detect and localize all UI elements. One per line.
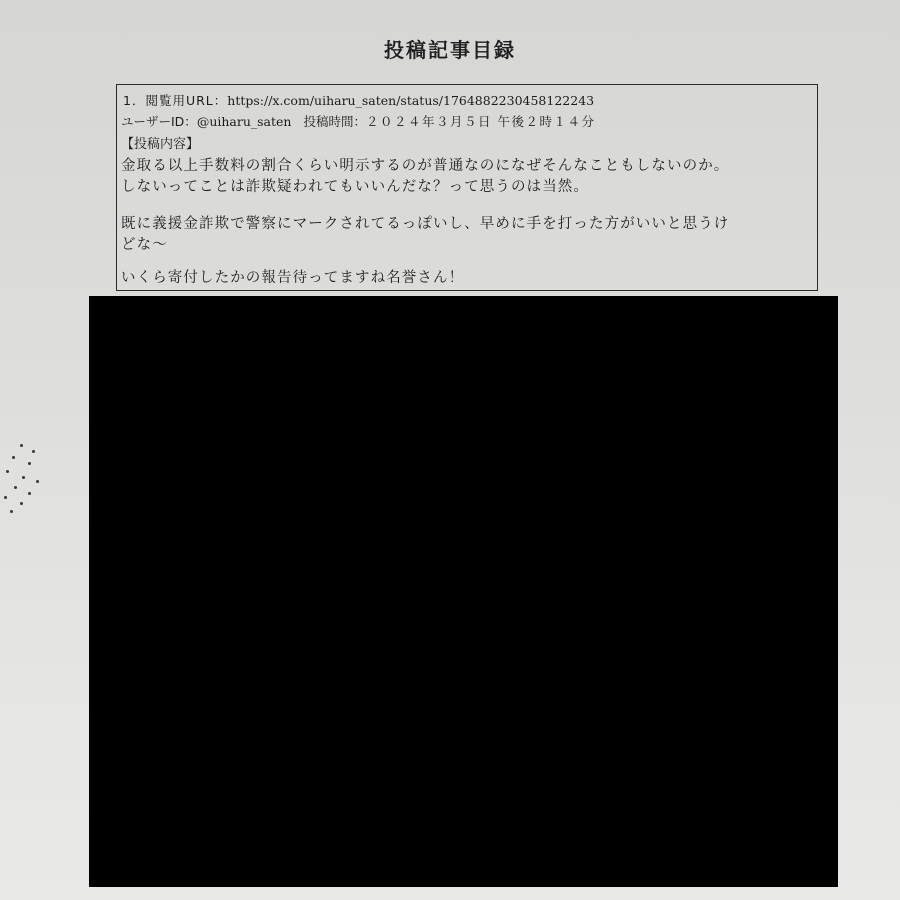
content-line: いくら寄付したかの報告待ってますね名誉さん！ xyxy=(121,270,465,286)
content-line: 既に義援金詐欺で警察にマークされてるっぽいし、早めに手を打った方がいいと思うけ xyxy=(121,216,730,232)
document-title: 投稿記事目録 xyxy=(384,38,516,62)
content-line: どな～ xyxy=(121,237,168,253)
url-row xyxy=(123,91,594,111)
post-time: ２０２４年３月５日 午後２時１４分 xyxy=(366,114,596,129)
redaction-block xyxy=(89,296,838,887)
post-url: https://x.com/uiharu_saten/status/1764882230458122243 xyxy=(227,93,595,108)
content-heading: 【投稿内容】 xyxy=(121,137,200,152)
content-line: 金取る以上手数料の割合くらい明示するのが普通なのになぜそんなこともしないのか。 xyxy=(121,158,730,174)
user-row xyxy=(121,112,595,132)
user-id: @uiharu_saten xyxy=(196,114,292,129)
post-time-label: 投稿時間： xyxy=(303,114,366,129)
content-line: しないってことは詐欺疑われてもいいんだな？って思うのは当然。 xyxy=(121,179,589,195)
binding-holes xyxy=(0,440,45,520)
url-label: 1．閲覧用URL： xyxy=(123,93,228,108)
user-id-label: ユーザーID： xyxy=(121,114,197,129)
post-record-box xyxy=(116,84,818,291)
